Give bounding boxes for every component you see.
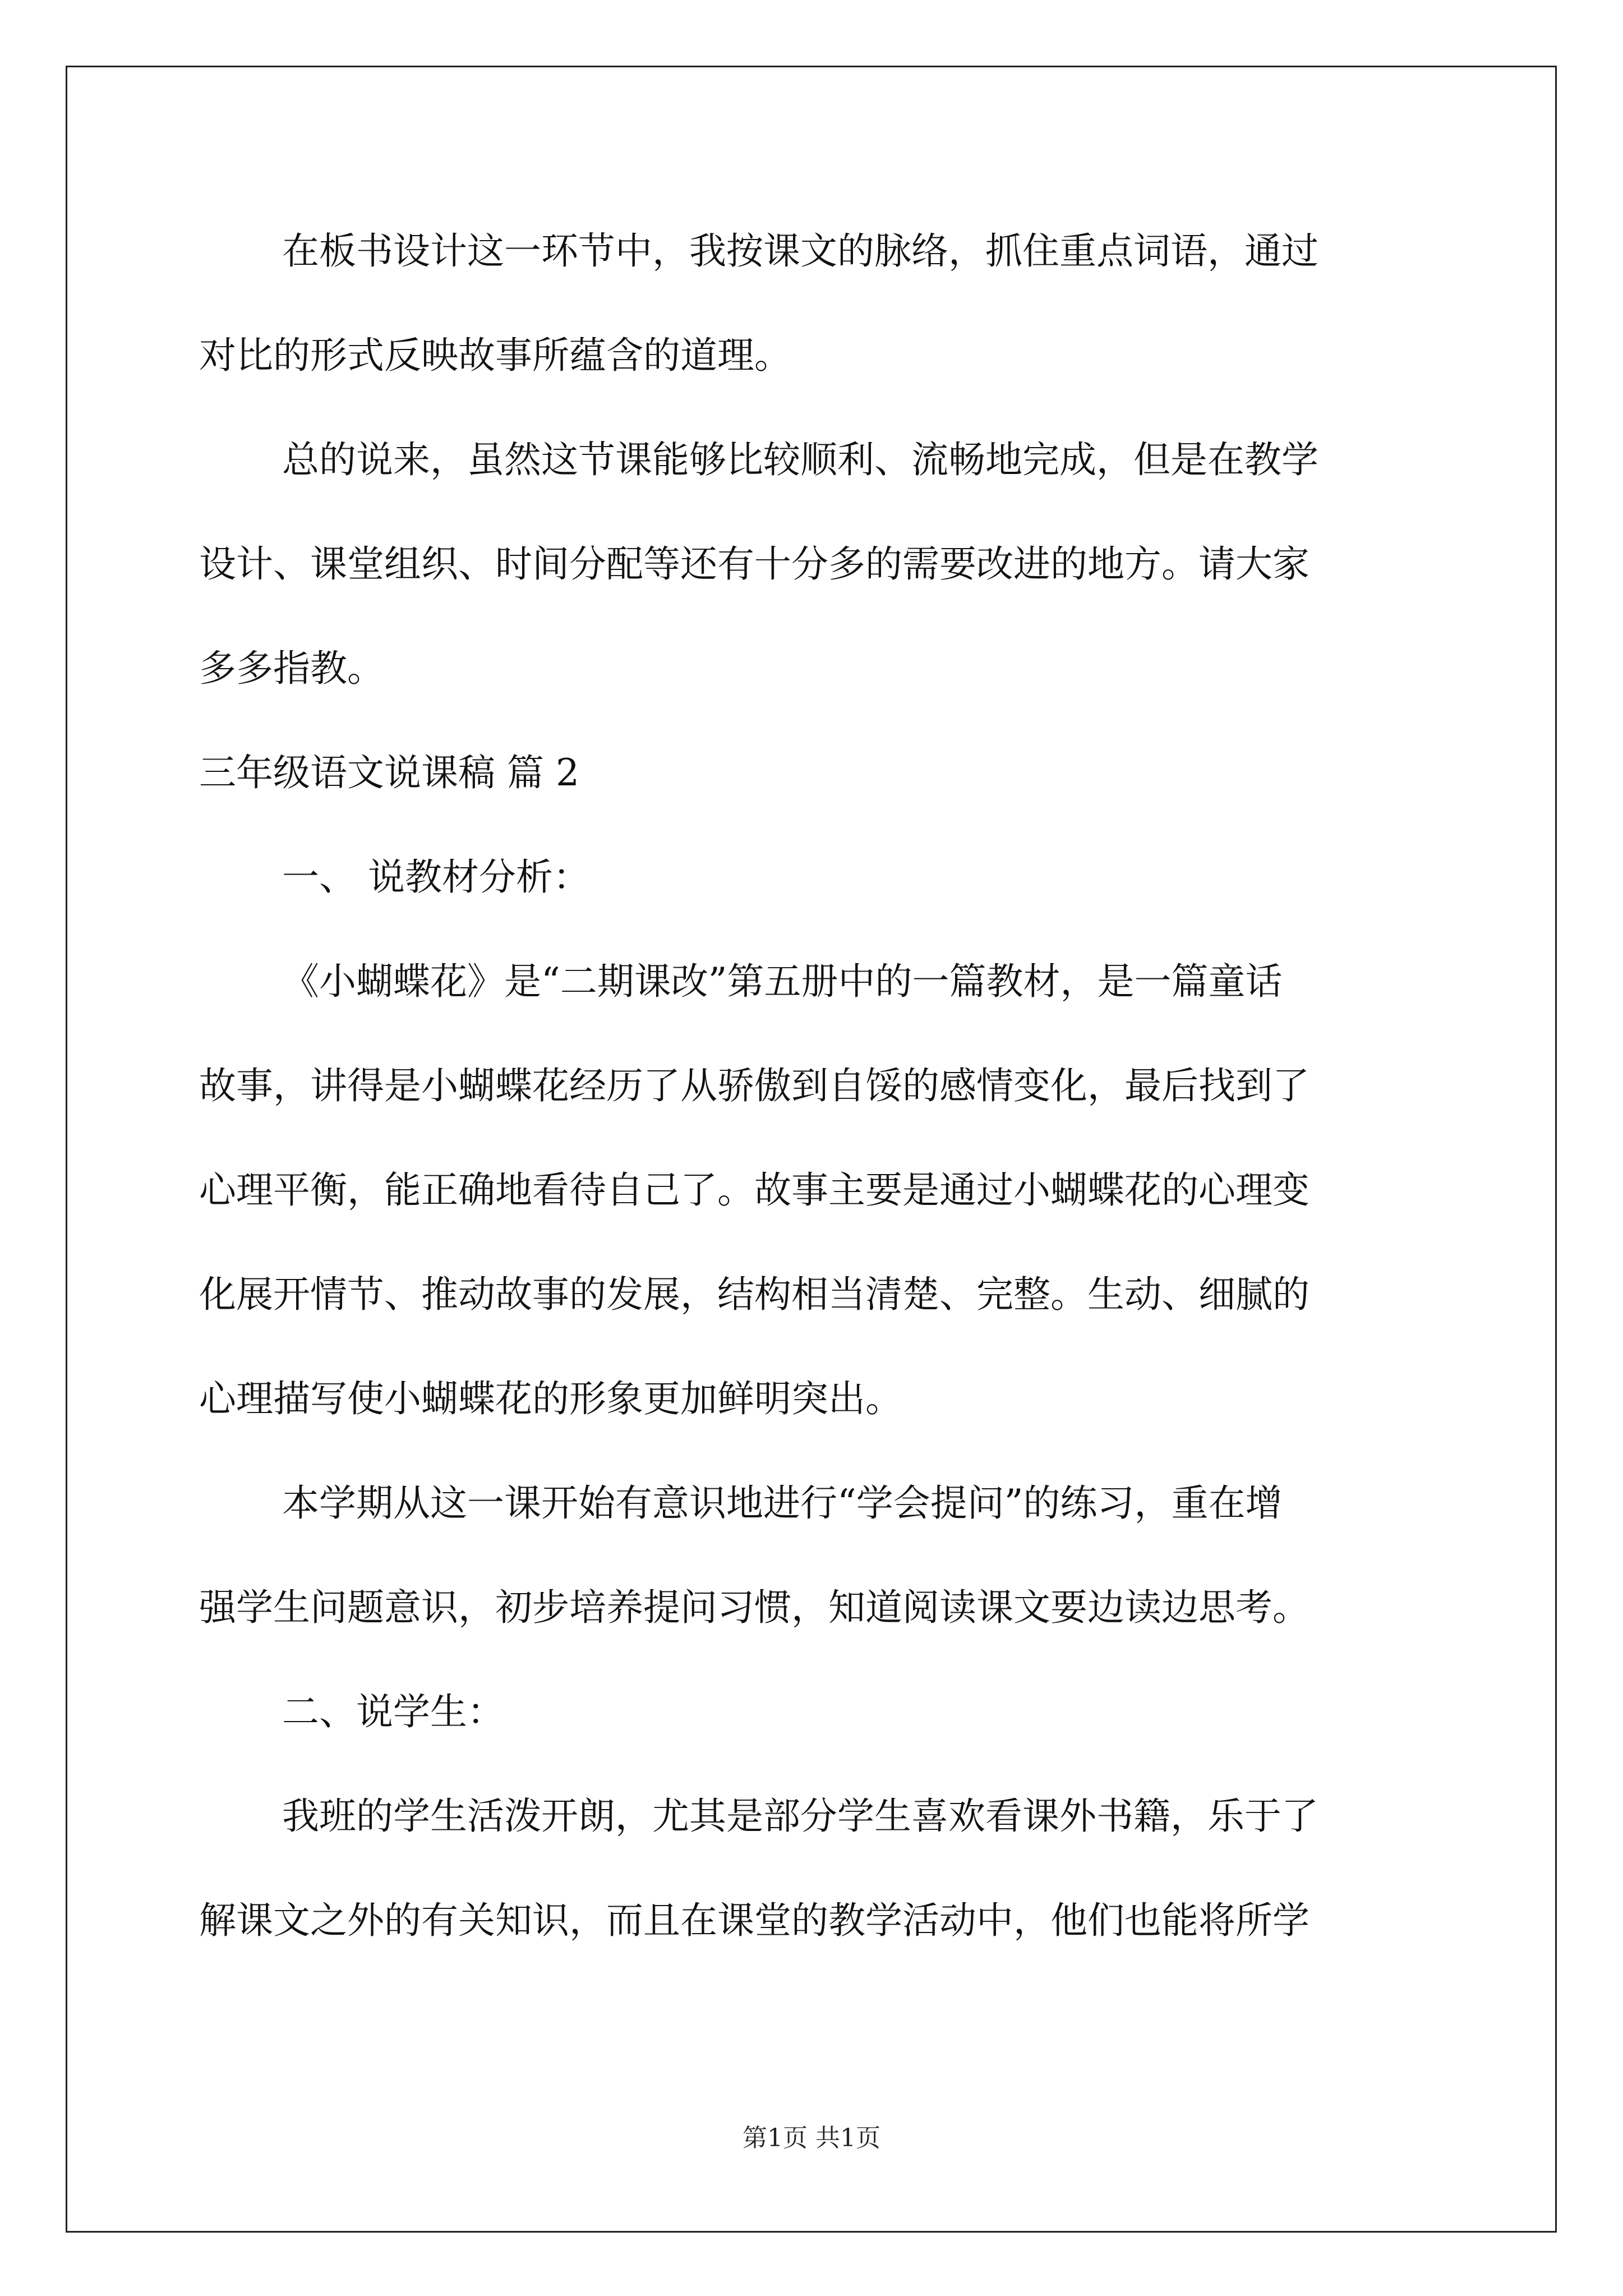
paragraph-line: 多多指教。 <box>199 647 384 690</box>
subsection-heading: 一、 说教材分析： <box>282 855 590 899</box>
paragraph-line: 总的说来，虽然这节课能够比较顺利、流畅地完成，但是在教学 <box>282 438 1318 481</box>
paragraph-line: 故事，讲得是小蝴蝶花经历了从骄傲到自馁的感情变化，最后找到了 <box>199 1064 1310 1107</box>
paragraph-line: 心理平衡，能正确地看待自己了。故事主要是通过小蝴蝶花的心理变 <box>199 1168 1310 1212</box>
paragraph-line: 对比的形式反映故事所蕴含的道理。 <box>199 334 791 377</box>
paragraph-line: 我班的学生活泼开朗，尤其是部分学生喜欢看课外书籍，乐于了 <box>282 1795 1318 1838</box>
paragraph-line: 解课文之外的有关知识，而且在课堂的教学活动中，他们也能将所学 <box>199 1899 1310 1942</box>
paragraph-line: 化展开情节、推动故事的发展，结构相当清楚、完整。生动、细腻的 <box>199 1273 1310 1316</box>
page-footer: 第1页 共1页 <box>743 2124 880 2152</box>
paragraph-line: 强学生问题意识，初步培养提问习惯，知道阅读课文要边读边思考。 <box>199 1586 1310 1629</box>
section-heading: 三年级语文说课稿 篇 2 <box>199 751 579 794</box>
subsection-heading: 二、说学生： <box>282 1690 504 1733</box>
paragraph-line: 在板书设计这一环节中，我按课文的脉络，抓住重点词语，通过 <box>282 229 1318 273</box>
paragraph-line: 设计、课堂组织、时间分配等还有十分多的需要改进的地方。请大家 <box>199 542 1310 586</box>
paragraph-line: 《小蝴蝶花》是“二期课改”第五册中的一篇教材，是一篇童话 <box>282 960 1283 1003</box>
paragraph-line: 心理描写使小蝴蝶花的形象更加鲜明突出。 <box>199 1377 902 1420</box>
paragraph-line: 本学期从这一课开始有意识地进行“学会提问”的练习，重在增 <box>282 1481 1283 1525</box>
